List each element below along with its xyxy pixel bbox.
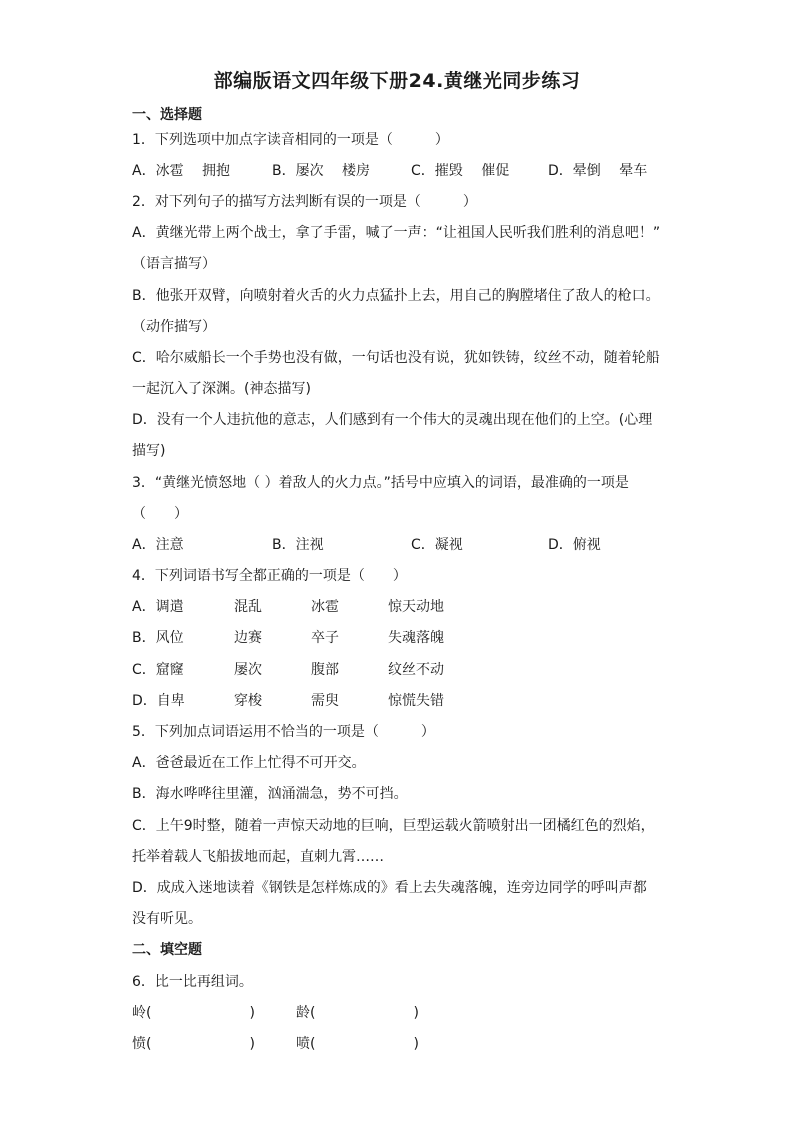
page-title: 部编版语文四年级下册24.黄继光同步练习 [213, 70, 581, 92]
option-c: C．凝视 [411, 537, 463, 553]
question-6-stem: 6．比一比再组词。 [132, 974, 253, 990]
question-2-line: B．他张开双臂，向喷射着火舌的火力点猛扑上去，用自己的胸膛堵住了敌人的枪口。 [132, 288, 660, 304]
word-cell: 边赛 [234, 630, 262, 646]
question-5-line: B．海水哗哗往里灌，汹涌湍急，势不可挡。 [132, 786, 408, 802]
question-2-stem: 2．对下列句子的描写方法判断有误的一项是（ ） [132, 194, 477, 210]
word-cell: B．风位 [132, 630, 184, 646]
word-cell: 失魂落魄 [388, 630, 444, 646]
fill-blank: 岭( ) [132, 1005, 255, 1021]
option-b: B．注视 [272, 537, 324, 553]
question-5-line: D．成成入迷地读着《钢铁是怎样炼成的》看上去失魂落魄，连旁边同学的呼叫声都 [132, 880, 647, 896]
question-5-line: A．爸爸最近在工作上忙得不可开交。 [132, 755, 366, 771]
option-b: B．屡次 楼房 [272, 163, 371, 179]
question-1-stem: 1．下列选项中加点字读音相同的一项是（ ） [132, 132, 449, 148]
question-4-stem: 4．下列词语书写全都正确的一项是（ ） [132, 568, 407, 584]
fill-blank: 龄( ) [296, 1005, 419, 1021]
word-cell: 冰雹 [311, 599, 339, 615]
question-2-line: D．没有一个人违抗他的意志，人们感到有一个伟大的灵魂出现在他们的上空。(心理 [132, 412, 653, 428]
question-2-line: 一起沉入了深渊。(神态描写) [132, 381, 311, 397]
word-cell: 混乱 [234, 599, 262, 615]
question-3-stem: 3．“黄继光愤怒地（ ）着敌人的火力点。”括号中应填入的词语，最准确的一项是 [132, 475, 629, 491]
question-5-line: 没有听见。 [132, 911, 202, 927]
question-5-line: C．上午9时整，随着一声惊天动地的巨响，巨型运载火箭喷射出一团橘红色的烈焰， [132, 818, 655, 834]
word-cell: 惊慌失错 [388, 693, 444, 709]
question-2-line: （语言描写） [132, 256, 216, 272]
word-cell: 纹丝不动 [388, 662, 444, 678]
question-3-blank: （ ） [132, 506, 188, 522]
word-cell: D．自卑 [132, 693, 185, 709]
fill-blank: 喷( ) [296, 1036, 419, 1052]
question-2-line: C．哈尔威船长一个手势也没有做，一句话也没有说，犹如铁铸，纹丝不动，随着轮船 [132, 350, 660, 366]
option-a: A．冰雹 拥抱 [132, 163, 231, 179]
question-2-line: A．黄继光带上两个战士，拿了手雷，喊了一声：“让祖国人民听我们胜利的消息吧！” [132, 225, 661, 241]
word-cell: A．调遣 [132, 599, 184, 615]
question-5-line: 托举着载人飞船拔地而起，直刺九霄…… [132, 849, 384, 865]
option-d: D．俯视 [548, 537, 601, 553]
word-cell: 卒子 [311, 630, 339, 646]
fill-blank: 愤( ) [132, 1036, 255, 1052]
word-cell: 需臾 [311, 693, 339, 709]
option-c: C．摧毁 催促 [411, 163, 510, 179]
question-2-line: （动作描写） [132, 319, 216, 335]
question-2-line: 描写) [132, 443, 166, 459]
word-cell: C．窟窿 [132, 662, 184, 678]
section-heading-choice: 一、选择题 [132, 107, 202, 123]
question-5-stem: 5．下列加点词语运用不恰当的一项是（ ） [132, 724, 435, 740]
word-cell: 腹部 [311, 662, 339, 678]
word-cell: 惊天动地 [388, 599, 444, 615]
option-a: A．注意 [132, 537, 184, 553]
option-d: D．晕倒 晕车 [548, 163, 648, 179]
word-cell: 屡次 [234, 662, 262, 678]
word-cell: 穿梭 [234, 693, 262, 709]
section-heading-fill: 二、填空题 [132, 942, 202, 958]
